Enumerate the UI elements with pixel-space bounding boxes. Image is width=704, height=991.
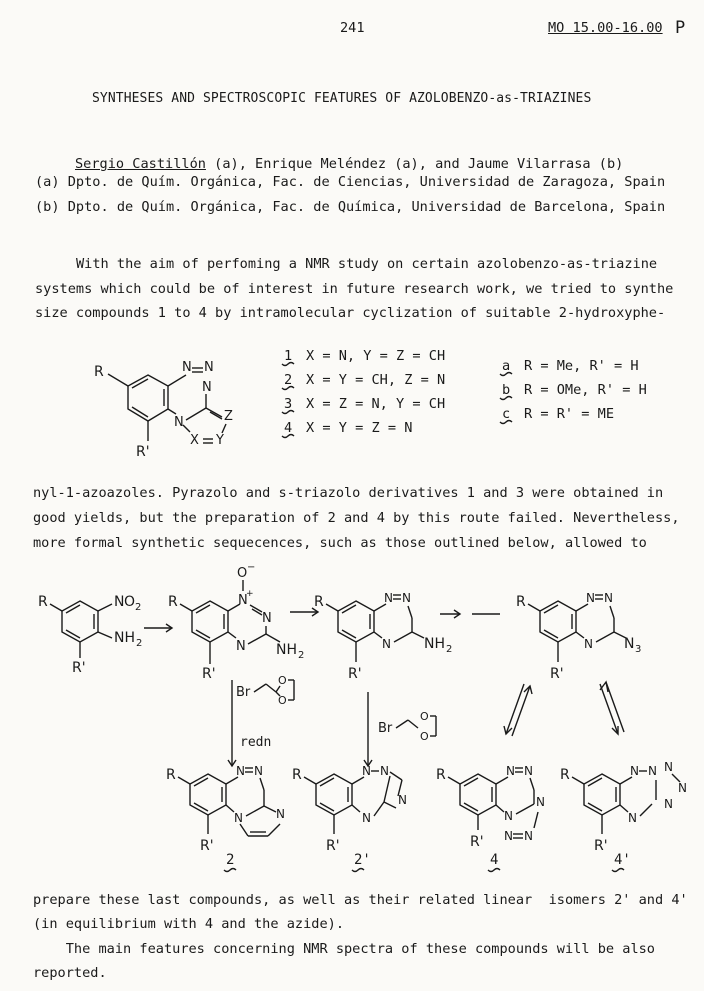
label-2p: 2' [354,852,371,868]
subst-def-b: R = OMe, R' = H [524,382,647,398]
scheme-product-4p [560,760,687,872]
svg-text:NH: NH [424,636,445,652]
poster-letter: P [675,18,686,38]
scheme-product-2 [166,764,285,872]
scheme-n-oxide [168,562,304,682]
svg-text:N: N [276,807,285,821]
fig1-atom-Z: Z [224,409,233,424]
label-4p: 4' [614,852,631,868]
svg-text:NNO2: N [114,594,125,610]
reagent-br-2: Br [378,721,393,736]
svg-text:R': R' [550,666,564,682]
authors-line [75,140,623,172]
svg-text:R: R [560,767,570,783]
svg-text:N: N [630,764,639,778]
svg-text:N: N [234,811,243,825]
svg-text:N: N [648,764,657,778]
compound-list [282,348,445,438]
scheme-aminotriazine [314,591,452,682]
svg-text:R': R' [202,666,216,682]
subst-def-a: R = Me, R' = H [524,358,639,374]
svg-text:R: R [168,594,178,610]
svg-text:O: O [420,730,429,743]
svg-text:2: 2 [135,602,142,613]
subst-letter-a: a [502,358,511,374]
subst-def-c: R = R' = ME [524,406,615,422]
svg-text:2: 2 [298,650,305,661]
page-number: 241 [340,20,365,36]
svg-text:R: R [292,767,302,783]
svg-text:N: N [584,637,593,651]
svg-text:N: N [362,764,371,778]
oxide-o: O [237,566,248,581]
scheme-azide [516,591,641,682]
equilibrium-arrow-2 [600,682,624,734]
svg-text:2: 2 [136,638,143,649]
substituent-list [500,358,647,424]
svg-text:R': R' [72,660,86,676]
para3-line-4: reported. [33,965,107,981]
para2-line-3: more formal synthetic sequecences, such as those outlined below, allowed to [33,535,647,551]
svg-text:O: O [278,674,287,687]
svg-text:N: N [262,611,272,626]
fig1-atom-N3: N [202,380,212,395]
para3-line-3: The main features concerning NMR spectra of these compounds will be also [33,941,655,957]
benzene-ring [128,375,168,421]
svg-text:N: N [504,829,513,843]
svg-text:N: N [506,764,515,778]
paper-title [92,91,591,106]
svg-text:R': R' [200,838,214,854]
fig1-atom-N4: N [174,415,184,430]
svg-text:3: 3 [635,644,642,655]
svg-text:N: N [536,795,545,809]
svg-text:N: N [382,637,391,651]
compound-def-3: X = Z = N, Y = CH [306,396,446,412]
subst-letter-c: c [502,406,511,422]
svg-text:NH: NH [114,630,135,646]
fig1-atom-R: R [94,364,104,380]
equilibrium-arrow-1 [504,684,532,736]
svg-text:N: N [254,764,263,778]
svg-text:N: N [362,811,371,825]
title-text: SYNTHESES AND SPECTROSCOPIC FEATURES OF AZOLOBENZO-as-TRIAZINES [92,91,592,106]
svg-text:N: N [398,793,407,807]
svg-text:R': R' [594,838,608,854]
svg-text:N: N [236,639,246,654]
svg-text:R: R [436,767,446,783]
compound-def-4: X = Y = Z = N [306,420,413,436]
svg-text:N: N [586,591,595,605]
svg-text:O: O [278,694,287,707]
fig1-atom-N1: N [182,360,192,375]
svg-text:N: N [238,593,248,608]
svg-text:R': R' [470,834,484,850]
compound-num-1: 1 [284,348,293,364]
compound-num-3: 3 [284,396,293,412]
para1-line-2: systems which could be of interest in future research work, we tried to synthe [35,281,674,297]
compound-num-4: 4 [284,420,293,436]
fig1-atom-Y: Y [216,433,224,448]
para2-line-2: good yields, but the preparation of 2 and 4 by this route failed. Nevertheless, [33,510,680,526]
authors-rest: (a), Enrique Meléndez (a), and Jaume Vilarrasa (b) [205,156,624,172]
subst-letter-b: b [502,382,511,398]
session-time: MO 15.00-16.00 [548,20,663,36]
reduction-step: redn [240,735,272,750]
compound-def-2: X = Y = CH, Z = N [306,372,446,388]
fig1-atom-Rp: R' [136,444,150,460]
label-2: 2 [226,852,235,868]
svg-text:2: 2 [446,644,453,655]
para1-line-3: size compounds 1 to 4 by intramolecular cyclization of suitable 2-hydroxyphe- [35,305,666,321]
label-4: 4 [490,852,499,868]
svg-text:O: O [420,710,429,723]
svg-text:O: O [124,594,136,610]
scheme-nitroaniline [38,594,155,676]
svg-text:N: N [678,781,687,795]
fig1-atom-N2: N [204,360,214,375]
fig1-atom-X: X [190,433,199,448]
svg-text:N: N [604,591,613,605]
svg-text:N: N [236,764,245,778]
para3-line-1: prepare these last compounds, as well as their related linear isomers 2' and 4' [33,892,688,908]
scheme-product-4 [436,764,545,872]
svg-text:N: N [402,591,411,605]
para1-line-1: With the aim of perfoming a NMR study on certain azolobenzo-as-triazine [76,256,658,272]
para2-line-1: nyl-1-azoazoles. Pyrazolo and s-triazolo derivatives 1 and 3 were obtained in [33,485,664,501]
svg-text:N: N [664,760,673,774]
reagent-bromoacetal-2 [378,710,436,743]
svg-text:N: N [380,764,389,778]
reaction-scheme [0,562,704,878]
n-plus: + [246,589,254,599]
svg-text:R: R [516,594,526,610]
svg-text:N: N [524,764,533,778]
n3-label: N [624,636,635,652]
svg-text:NH: NH [276,642,297,658]
svg-text:R: R [166,767,176,783]
compound-num-2: 2 [284,372,293,388]
svg-text:N: N [664,797,673,811]
svg-text:N: N [504,809,513,823]
svg-text:R: R [314,594,324,610]
svg-text:N: N [384,591,393,605]
compound-def-1: X = N, Y = Z = CH [306,348,446,364]
affiliation-a: (a) Dpto. de Quím. Orgánica, Fac. de Ciencias, Universidad de Zaragoza, Spain [35,174,666,190]
figure-general-structure [0,338,704,488]
author-1: Sergio Castillón [75,156,206,172]
reagent-br-1: Br [236,685,251,700]
reagent-bromoacetal-1 [236,674,294,707]
svg-text:R': R' [326,838,340,854]
scheme-product-2p [292,764,407,872]
svg-text:N: N [628,811,637,825]
svg-text:R': R' [348,666,362,682]
svg-text:N: N [524,829,533,843]
affiliation-b: (b) Dpto. de Quím. Orgánica, Fac. de Química, Universidad de Barcelona, Spain [35,199,666,215]
para3-line-2: (in equilibrium with 4 and the azide). [33,916,344,932]
svg-text:R: R [38,594,48,610]
o-minus: − [247,562,256,573]
